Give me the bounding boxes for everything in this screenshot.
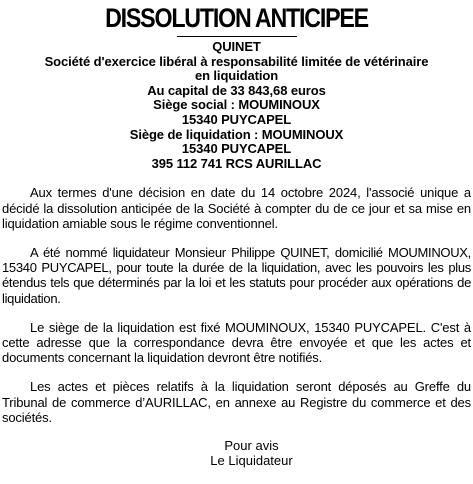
paragraph-liquidator: A été nommé liquidateur Monsieur Philippe QUINET, domicilié MOUMINOUX, 15340 PUYCAPEL, pour toute la durée de la liquidation, avec les pouvoirs les plus étendus tels que déterminés par la loi et les statuts pour procéder aux opérations de liquidation. xyxy=(2,244,471,306)
company-header xyxy=(2,40,471,171)
company-status: en liquidation xyxy=(194,68,279,84)
company-capital: Au capital de 33 843,68 euros xyxy=(147,82,326,98)
registered-office: Siège social : MOUMINOUX xyxy=(153,97,320,113)
liquidation-office-city: 15340 PUYCAPEL xyxy=(181,141,292,157)
signature-line-2: Le Liquidateur xyxy=(210,453,293,469)
signature-block xyxy=(2,438,471,468)
title-divider xyxy=(177,36,297,37)
signature-line-1: Pour avis xyxy=(224,437,279,453)
rcs-number: 395 112 741 RCS AURILLAC xyxy=(151,155,322,171)
registered-office-city: 15340 PUYCAPEL xyxy=(181,111,292,127)
liquidation-office: Siège de liquidation : MOUMINOUX xyxy=(129,126,344,142)
paragraph-filing: Les actes et pièces relatifs à la liquidation seront déposés au Greffe du Tribunal de commerce d’AURILLAC, en annexe au Registre du commerce et des sociétés. xyxy=(2,379,471,425)
paragraph-liquidation-seat: Le siège de la liquidation est fixé MOUMINOUX, 15340 PUYCAPEL. C'est à cette adresse que la correspondance devra être envoyée et que les actes et documents concernant la liquidation devront être notifiés. xyxy=(2,319,471,366)
company-form: Société d'exercice libéral à responsabilité limitée de vétérinaire xyxy=(44,53,429,69)
company-name: QUINET xyxy=(212,39,261,54)
notice-title: DISSOLUTION ANTICIPEE xyxy=(105,3,368,33)
paragraph-decision: Aux termes d'une décision en date du 14 octobre 2024, l'associé unique a décidé la dissolution anticipée de la Société à compter du de ce jour et sa mise en liquidation amiable sous le régime conventionnel. xyxy=(2,185,471,231)
